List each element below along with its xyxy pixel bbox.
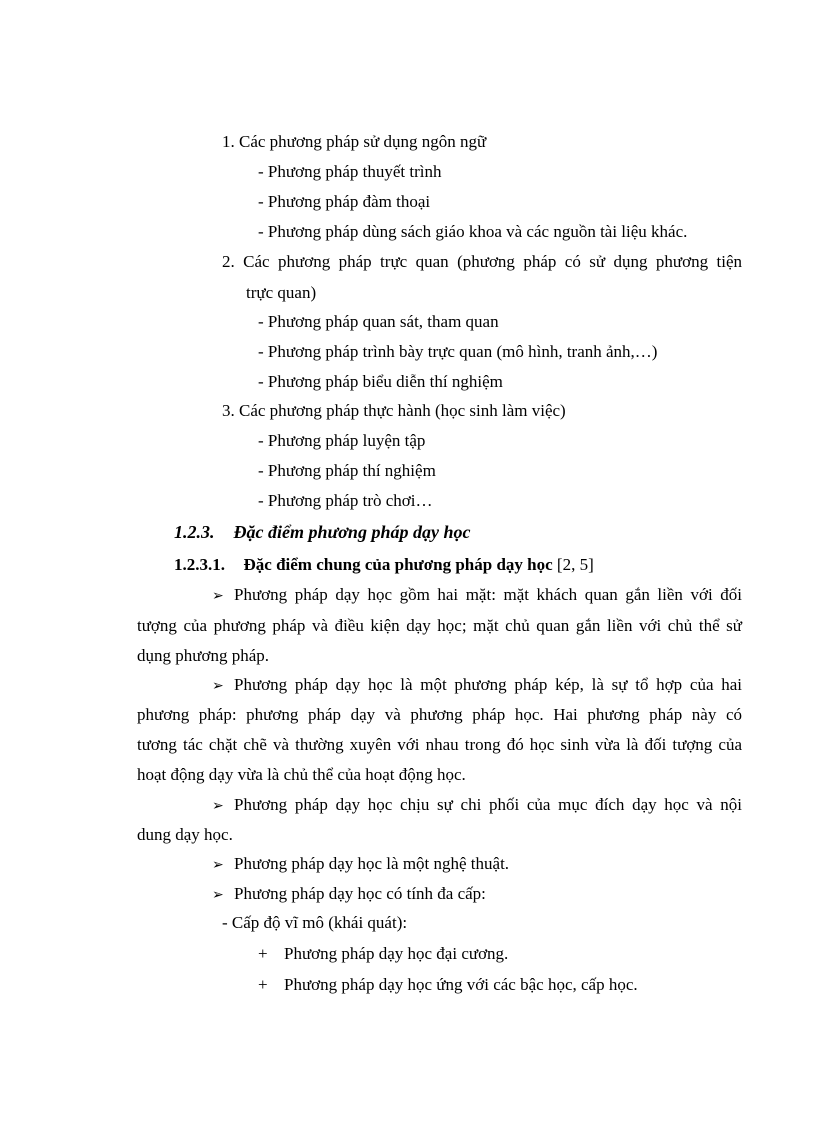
paragraph-line: dung dạy học. — [137, 825, 233, 844]
paragraph-line: phương pháp: phương pháp dạy và phương pháp học. Hai phương pháp này có — [137, 705, 742, 724]
paragraph-line: tượng của phương pháp và điều kiện dạy học; mặt chủ quan gắn liền với chủ thể sử — [137, 616, 742, 635]
section-title: Đặc điểm phương pháp dạy học — [233, 522, 471, 542]
arrow-bullet-icon: ➢ — [212, 887, 224, 903]
list-item-3: 3. Các phương pháp thực hành (học sinh làm việc) — [222, 401, 566, 420]
list-subitem: - Phương pháp dùng sách giáo khoa và các nguồn tài liệu khác. — [258, 222, 688, 241]
arrow-bullet-icon: ➢ — [212, 798, 224, 814]
paragraph-line: hoạt động dạy vừa là chủ thể của hoạt động học. — [137, 765, 466, 784]
subsection-number: 1.2.3.1. — [174, 555, 225, 574]
subsection-reference: [2, 5] — [556, 555, 594, 574]
bullet-paragraph-1-line: ➢ Phương pháp dạy học gồm hai mặt: mặt khách quan gắn liền với đối — [212, 585, 742, 604]
arrow-bullet-icon: ➢ — [212, 588, 224, 604]
bullet-paragraph-2-line: ➢ Phương pháp dạy học là một phương pháp kép, là sự tổ hợp của hai — [212, 675, 742, 694]
list-item-2: 2. Các phương pháp trực quan (phương pháp có sử dụng phương tiện — [222, 252, 742, 271]
bullet-paragraph-4: ➢ Phương pháp dạy học là một nghệ thuật. — [212, 854, 510, 873]
plus-bullet-icon: + — [258, 975, 268, 994]
subsection-title: Đặc điểm chung của phương pháp dạy học — [243, 555, 553, 574]
list-subitem: - Phương pháp biểu diễn thí nghiệm — [258, 372, 503, 391]
list-subitem: - Phương pháp quan sát, tham quan — [258, 312, 499, 331]
arrow-bullet-icon: ➢ — [212, 678, 224, 694]
list-subitem: - Phương pháp thí nghiệm — [258, 461, 436, 480]
list-subitem: - Phương pháp thuyết trình — [258, 162, 442, 181]
subsection-heading — [174, 555, 594, 575]
section-number: 1.2.3. — [174, 522, 215, 542]
list-subitem: - Phương pháp trình bày trực quan (mô hình, tranh ảnh,…) — [258, 342, 658, 361]
paragraph-line: dụng phương pháp. — [137, 646, 269, 665]
plus-bullet-icon: + — [258, 944, 268, 963]
level-item: + Phương pháp dạy học đại cương. — [258, 944, 509, 963]
level-heading: - Cấp độ vĩ mô (khái quát): — [222, 913, 408, 932]
bullet-paragraph-3-line: ➢ Phương pháp dạy học chịu sự chi phối của mục đích dạy học và nội — [212, 795, 742, 814]
level-item: + Phương pháp dạy học ứng với các bậc học, cấp học. — [258, 975, 638, 994]
list-subitem: - Phương pháp trò chơi… — [258, 491, 433, 510]
list-item-1: 1. Các phương pháp sử dụng ngôn ngữ — [222, 132, 487, 151]
paragraph-line: tương tác chặt chẽ và thường xuyên với nhau trong đó học sinh vừa là đối tượng của — [137, 735, 742, 754]
list-subitem: - Phương pháp đàm thoại — [258, 192, 431, 211]
arrow-bullet-icon: ➢ — [212, 857, 224, 873]
list-item-2-continuation: trực quan) — [246, 283, 317, 302]
list-subitem: - Phương pháp luyện tập — [258, 431, 426, 450]
section-heading — [174, 522, 470, 542]
bullet-paragraph-5: ➢ Phương pháp dạy học có tính đa cấp: — [212, 884, 486, 903]
